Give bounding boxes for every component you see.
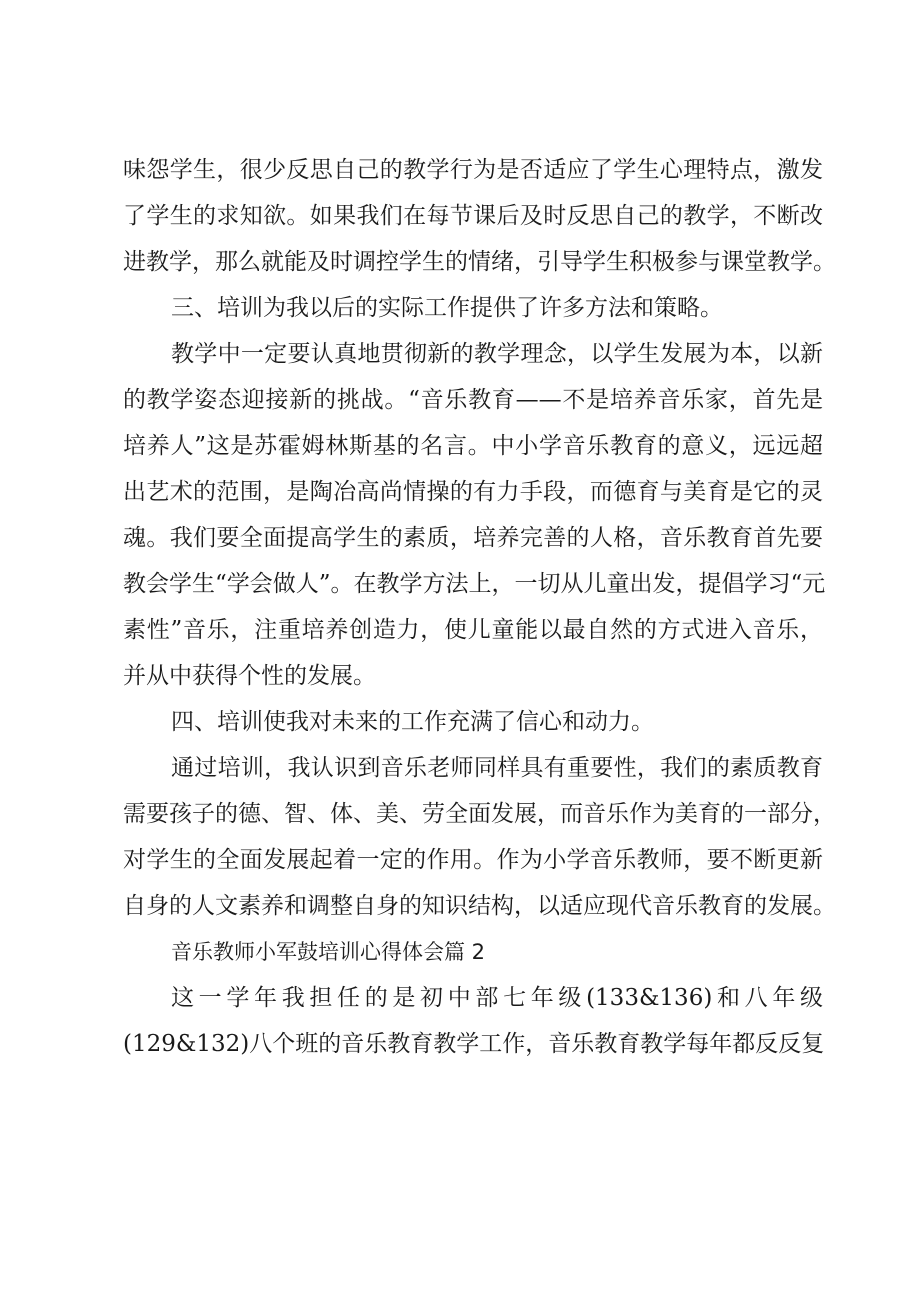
text-line: 出艺术的范围，是陶冶高尚情操的有力手段，而德育与美育是它的灵 [123,479,823,505]
text-line: (129&132)八个班的音乐教育教学工作，音乐教育教学每年都反反复 [123,1031,825,1057]
paragraph-first-line: 这一学年我担任的是初中部七年级(133&136)和八年级 [171,985,823,1011]
text-line: 素性”音乐，注重培养创造力，使儿童能以最自然的方式进入音乐， [123,617,823,643]
document-body [123,147,836,1067]
text-line: 魂。我们要全面提高学生的素质，培养完善的人格，音乐教育首先要 [123,525,823,551]
paragraph-first-line: 通过培训，我认识到音乐老师同样具有重要性，我们的素质教育 [171,755,823,781]
text-line: 培养人”这是苏霍姆林斯基的名言。中小学音乐教育的意义，远远超 [123,433,823,459]
text-line: 需要孩子的德、智、体、美、劳全面发展，而音乐作为美育的一部分， [123,801,836,827]
text-line: 教会学生“学会做人”。在教学方法上，一切从儿童出发，提倡学习“元 [123,571,826,597]
article-subtitle: 音乐教师小军鼓培训心得体会篇 2 [171,940,486,964]
text-line: 的教学姿态迎接新的挑战。“音乐教育——不是培养音乐家，首先是 [123,387,823,413]
section-heading: 三、培训为我以后的实际工作提供了许多方法和策略。 [171,295,723,321]
section-heading: 四、培训使我对未来的工作充满了信心和动力。 [171,709,654,735]
paragraph-first-line: 教学中一定要认真地贯彻新的教学理念，以学生发展为本，以新 [171,341,823,367]
text-line: 味怨学生，很少反思自己的教学行为是否适应了学生心理特点，激发 [123,157,823,183]
paragraph-last-line: 并从中获得个性的发展。 [123,663,376,689]
text-line: 了学生的求知欲。如果我们在每节课后及时反思自己的教学，不断改 [123,203,823,229]
text-line: 进教学，那么就能及时调控学生的情绪，引导学生积极参与课堂教学。 [123,249,836,275]
text-line: 对学生的全面发展起着一定的作用。作为小学音乐教师，要不断更新 [123,847,823,873]
text-line: 自身的人文素养和调整自身的知识结构，以适应现代音乐教育的发展。 [123,893,836,919]
